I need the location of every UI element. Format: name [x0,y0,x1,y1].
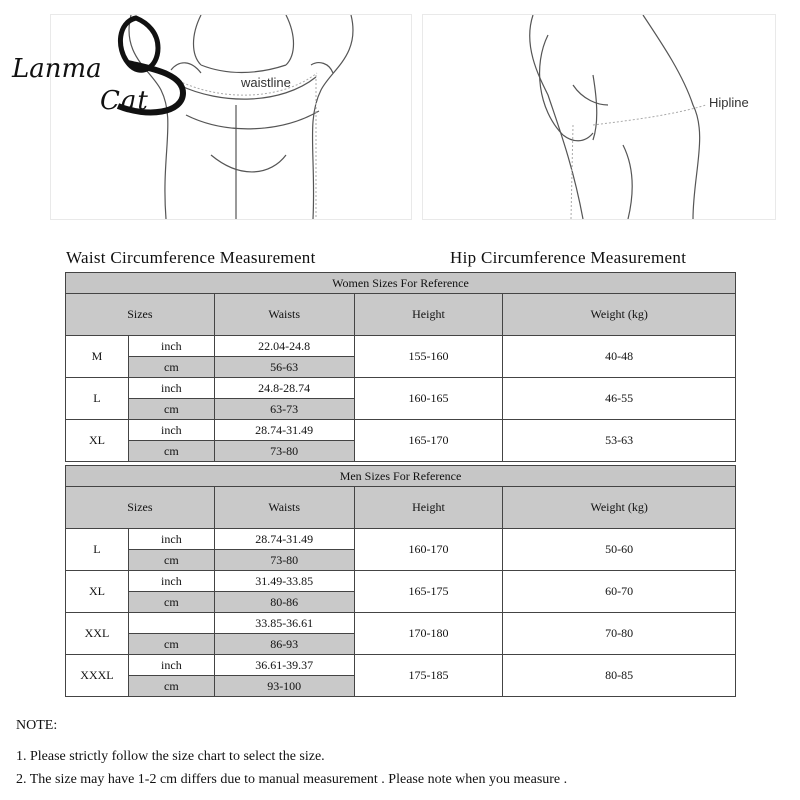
waist-cm-cell: 80-86 [214,592,354,613]
header-height: Height [354,487,503,529]
table-row [66,378,736,399]
unit-cell: cm [128,399,214,420]
unit-cell: cm [128,550,214,571]
size-cell: XL [66,420,129,462]
unit-cell: inch [128,420,214,441]
table-row [66,655,736,676]
weight-cell: 40-48 [503,336,736,378]
waist-inch-cell: 33.85-36.61 [214,613,354,634]
note-title: NOTE: [16,718,58,733]
header-waists: Waists [214,294,354,336]
weight-cell: 70-80 [503,613,736,655]
waist-cm-cell: 73-80 [214,550,354,571]
women-size-table [65,272,736,462]
waist-inch-cell: 24.8-28.74 [214,378,354,399]
size-cell: XXXL [66,655,129,697]
waist-inch-cell: 28.74-31.49 [214,420,354,441]
header-waists: Waists [214,487,354,529]
waist-inch-cell: 22.04-24.8 [214,336,354,357]
women-table-caption: Women Sizes For Reference [66,273,736,294]
waist-cm-cell: 63-73 [214,399,354,420]
unit-cell: inch [128,571,214,592]
weight-cell: 46-55 [503,378,736,420]
unit-cell: cm [128,441,214,462]
height-cell: 160-165 [354,378,503,420]
height-cell: 175-185 [354,655,503,697]
waist-inch-cell: 28.74-31.49 [214,529,354,550]
height-cell: 155-160 [354,336,503,378]
size-cell: M [66,336,129,378]
header-sizes: Sizes [66,487,215,529]
logo-text-cat: Cat [100,86,149,116]
waist-cm-cell: 73-80 [214,441,354,462]
table-row [66,529,736,550]
table-row [66,420,736,441]
weight-cell: 80-85 [503,655,736,697]
hip-body-drawing [423,15,775,219]
height-cell: 170-180 [354,613,503,655]
unit-cell: inch [128,529,214,550]
waist-heading: Waist Circumference Measurement [66,248,316,267]
header-height: Height [354,294,503,336]
unit-cell: cm [128,357,214,378]
hip-heading: Hip Circumference Measurement [450,248,687,267]
header-sizes: Sizes [66,294,215,336]
height-cell: 160-170 [354,529,503,571]
table-row [66,613,736,634]
logo-text-lanma: Lanma [12,54,102,84]
table-row [66,336,736,357]
unit-cell: inch [128,378,214,399]
header-weight: Weight (kg) [503,487,736,529]
unit-cell: cm [128,676,214,697]
hipline-label: Hipline [709,95,749,110]
header-weight: Weight (kg) [503,294,736,336]
unit-cell: cm [128,634,214,655]
size-cell: XXL [66,613,129,655]
size-cell: L [66,378,129,420]
unit-cell: inch [128,655,214,676]
waist-cm-cell: 86-93 [214,634,354,655]
unit-cell: inch [128,336,214,357]
weight-cell: 60-70 [503,571,736,613]
size-cell: L [66,529,129,571]
waistline-label: waistline [241,75,291,90]
men-size-table [65,465,736,697]
waist-inch-cell: 31.49-33.85 [214,571,354,592]
waist-inch-cell: 36.61-39.37 [214,655,354,676]
size-cell: XL [66,571,129,613]
note-item-2: 2. The size may have 1-2 cm differs due to manual measurement . Please note when you measure . [16,772,568,787]
unit-cell [128,613,214,634]
waist-cm-cell: 93-100 [214,676,354,697]
waist-cm-cell: 56-63 [214,357,354,378]
weight-cell: 50-60 [503,529,736,571]
hip-illustration [422,14,776,220]
unit-cell: cm [128,592,214,613]
note-item-1: 1. Please strictly follow the size chart to select the size. [16,749,325,764]
height-cell: 165-170 [354,420,503,462]
height-cell: 165-175 [354,571,503,613]
brand-logo [8,8,188,128]
men-table-caption: Men Sizes For Reference [66,466,736,487]
weight-cell: 53-63 [503,420,736,462]
table-row [66,571,736,592]
